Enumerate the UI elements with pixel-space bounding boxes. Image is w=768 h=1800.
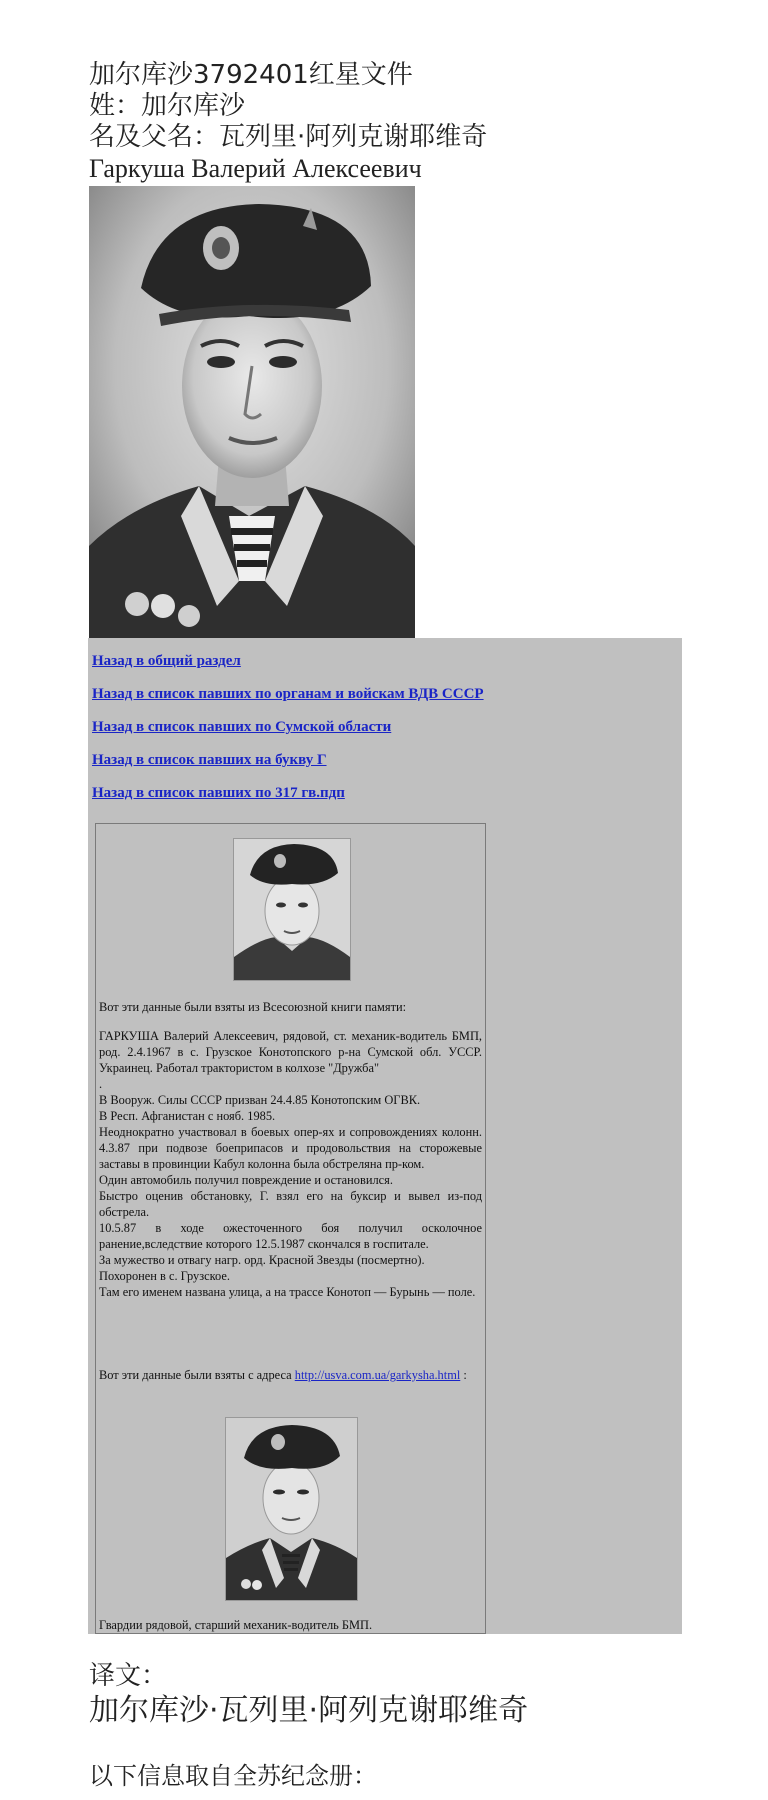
translation-name: 加尔库沙·瓦列里·阿列克谢耶维奇: [89, 1693, 529, 1728]
source-link[interactable]: http://usva.com.ua/garkysha.html: [294, 1368, 461, 1382]
bio-paragraph-3: В Вооруж. Силы СССР призван 24.4.85 Конотопским ОГВК.: [99, 1093, 421, 1107]
bio-paragraph-2: .: [99, 1077, 103, 1091]
translation-source-line: 以下信息取自全苏纪念册：: [89, 1762, 377, 1790]
memorial-intro-text: [99, 999, 482, 1015]
source-suffix: :: [460, 1368, 467, 1382]
bio-paragraph-11: Там его именем названа улица, а на трассе Конотоп — Бурынь — поле.: [99, 1285, 476, 1299]
translation-label: 译文：: [89, 1661, 168, 1691]
link-back-sumy-list[interactable]: Назад в список павших по Сумской области: [92, 719, 392, 735]
russian-name-line: Гаркуша Валерий Алексеевич: [89, 154, 422, 183]
memorial-entry-box: [95, 823, 486, 1634]
translation-block: [89, 1660, 709, 1791]
soldier-photo-small: [233, 838, 351, 981]
photo-caption: Гвардии рядовой, старший механик-водитель БМП.: [99, 1618, 373, 1632]
bio-paragraph-8: 10.5.87 в ходе ожесточенного боя получил осколочное ранение,вследствие которого 12.5.1987 скончался в госпитале.: [99, 1221, 482, 1251]
link-back-317-regiment-list[interactable]: Назад в список павших по 317 гв.пдп: [92, 785, 345, 801]
bio-paragraph-6: Один автомобиль получил повреждение и остановился.: [99, 1173, 393, 1187]
soldier-photo-medium: [225, 1417, 358, 1601]
source-prefix: Вот эти данные были взяты с адреса: [99, 1368, 292, 1382]
bio-paragraph-1: ГАРКУША Валерий Алексеевич, рядовой, ст. механик-водитель БМП, род. 2.4.1967 в с. Грузское Конотопского р-на Сумской обл. УССР. Украинец. Работал трактористом в колхозе "Дружба": [99, 1029, 482, 1075]
memorial-intro: Вот эти данные были взяты из Всесоюзной книги памяти:: [99, 1000, 407, 1014]
surname-line: 姓：加尔库沙: [89, 91, 246, 121]
document-header: [89, 60, 709, 184]
link-back-vdv-list[interactable]: Назад в список павших по органам и войскам ВДВ СССР: [92, 686, 484, 702]
memorial-bio-text: [99, 1028, 482, 1300]
link-back-letter-g-list[interactable]: Назад в список павших на букву Г: [92, 752, 327, 768]
memorial-source: [99, 1367, 482, 1383]
bio-paragraph-5: Неоднократно участвовал в боевых опер-ях и сопровождениях колонн. 4.3.87 при подвозе боеприпасов и продовольствия на сторожевые заставы в провинции Кабул колонна была обстреляна пр-ком.: [99, 1125, 482, 1171]
bio-paragraph-10: Похоронен в с. Грузское.: [99, 1269, 230, 1283]
bio-paragraph-9: За мужество и отвагу нагр. орд. Красной Звезды (посмертно).: [99, 1253, 425, 1267]
bio-paragraph-4: В Респ. Афганистан с нояб. 1985.: [99, 1109, 276, 1123]
file-title: 加尔库沙3792401红星文件: [89, 60, 413, 90]
name-patronymic-line: 名及父名：瓦列里·阿列克谢耶维奇: [89, 122, 488, 152]
photo-caption-text: [99, 1617, 482, 1633]
memorial-page-panel: [88, 638, 682, 1634]
soldier-portrait-photo: [89, 186, 415, 638]
bio-paragraph-7: Быстро оценив обстановку, Г. взял его на буксир и вывел из-под обстрела.: [99, 1189, 482, 1219]
link-back-general[interactable]: Назад в общий раздел: [92, 653, 241, 669]
navigation-links: [92, 652, 672, 817]
